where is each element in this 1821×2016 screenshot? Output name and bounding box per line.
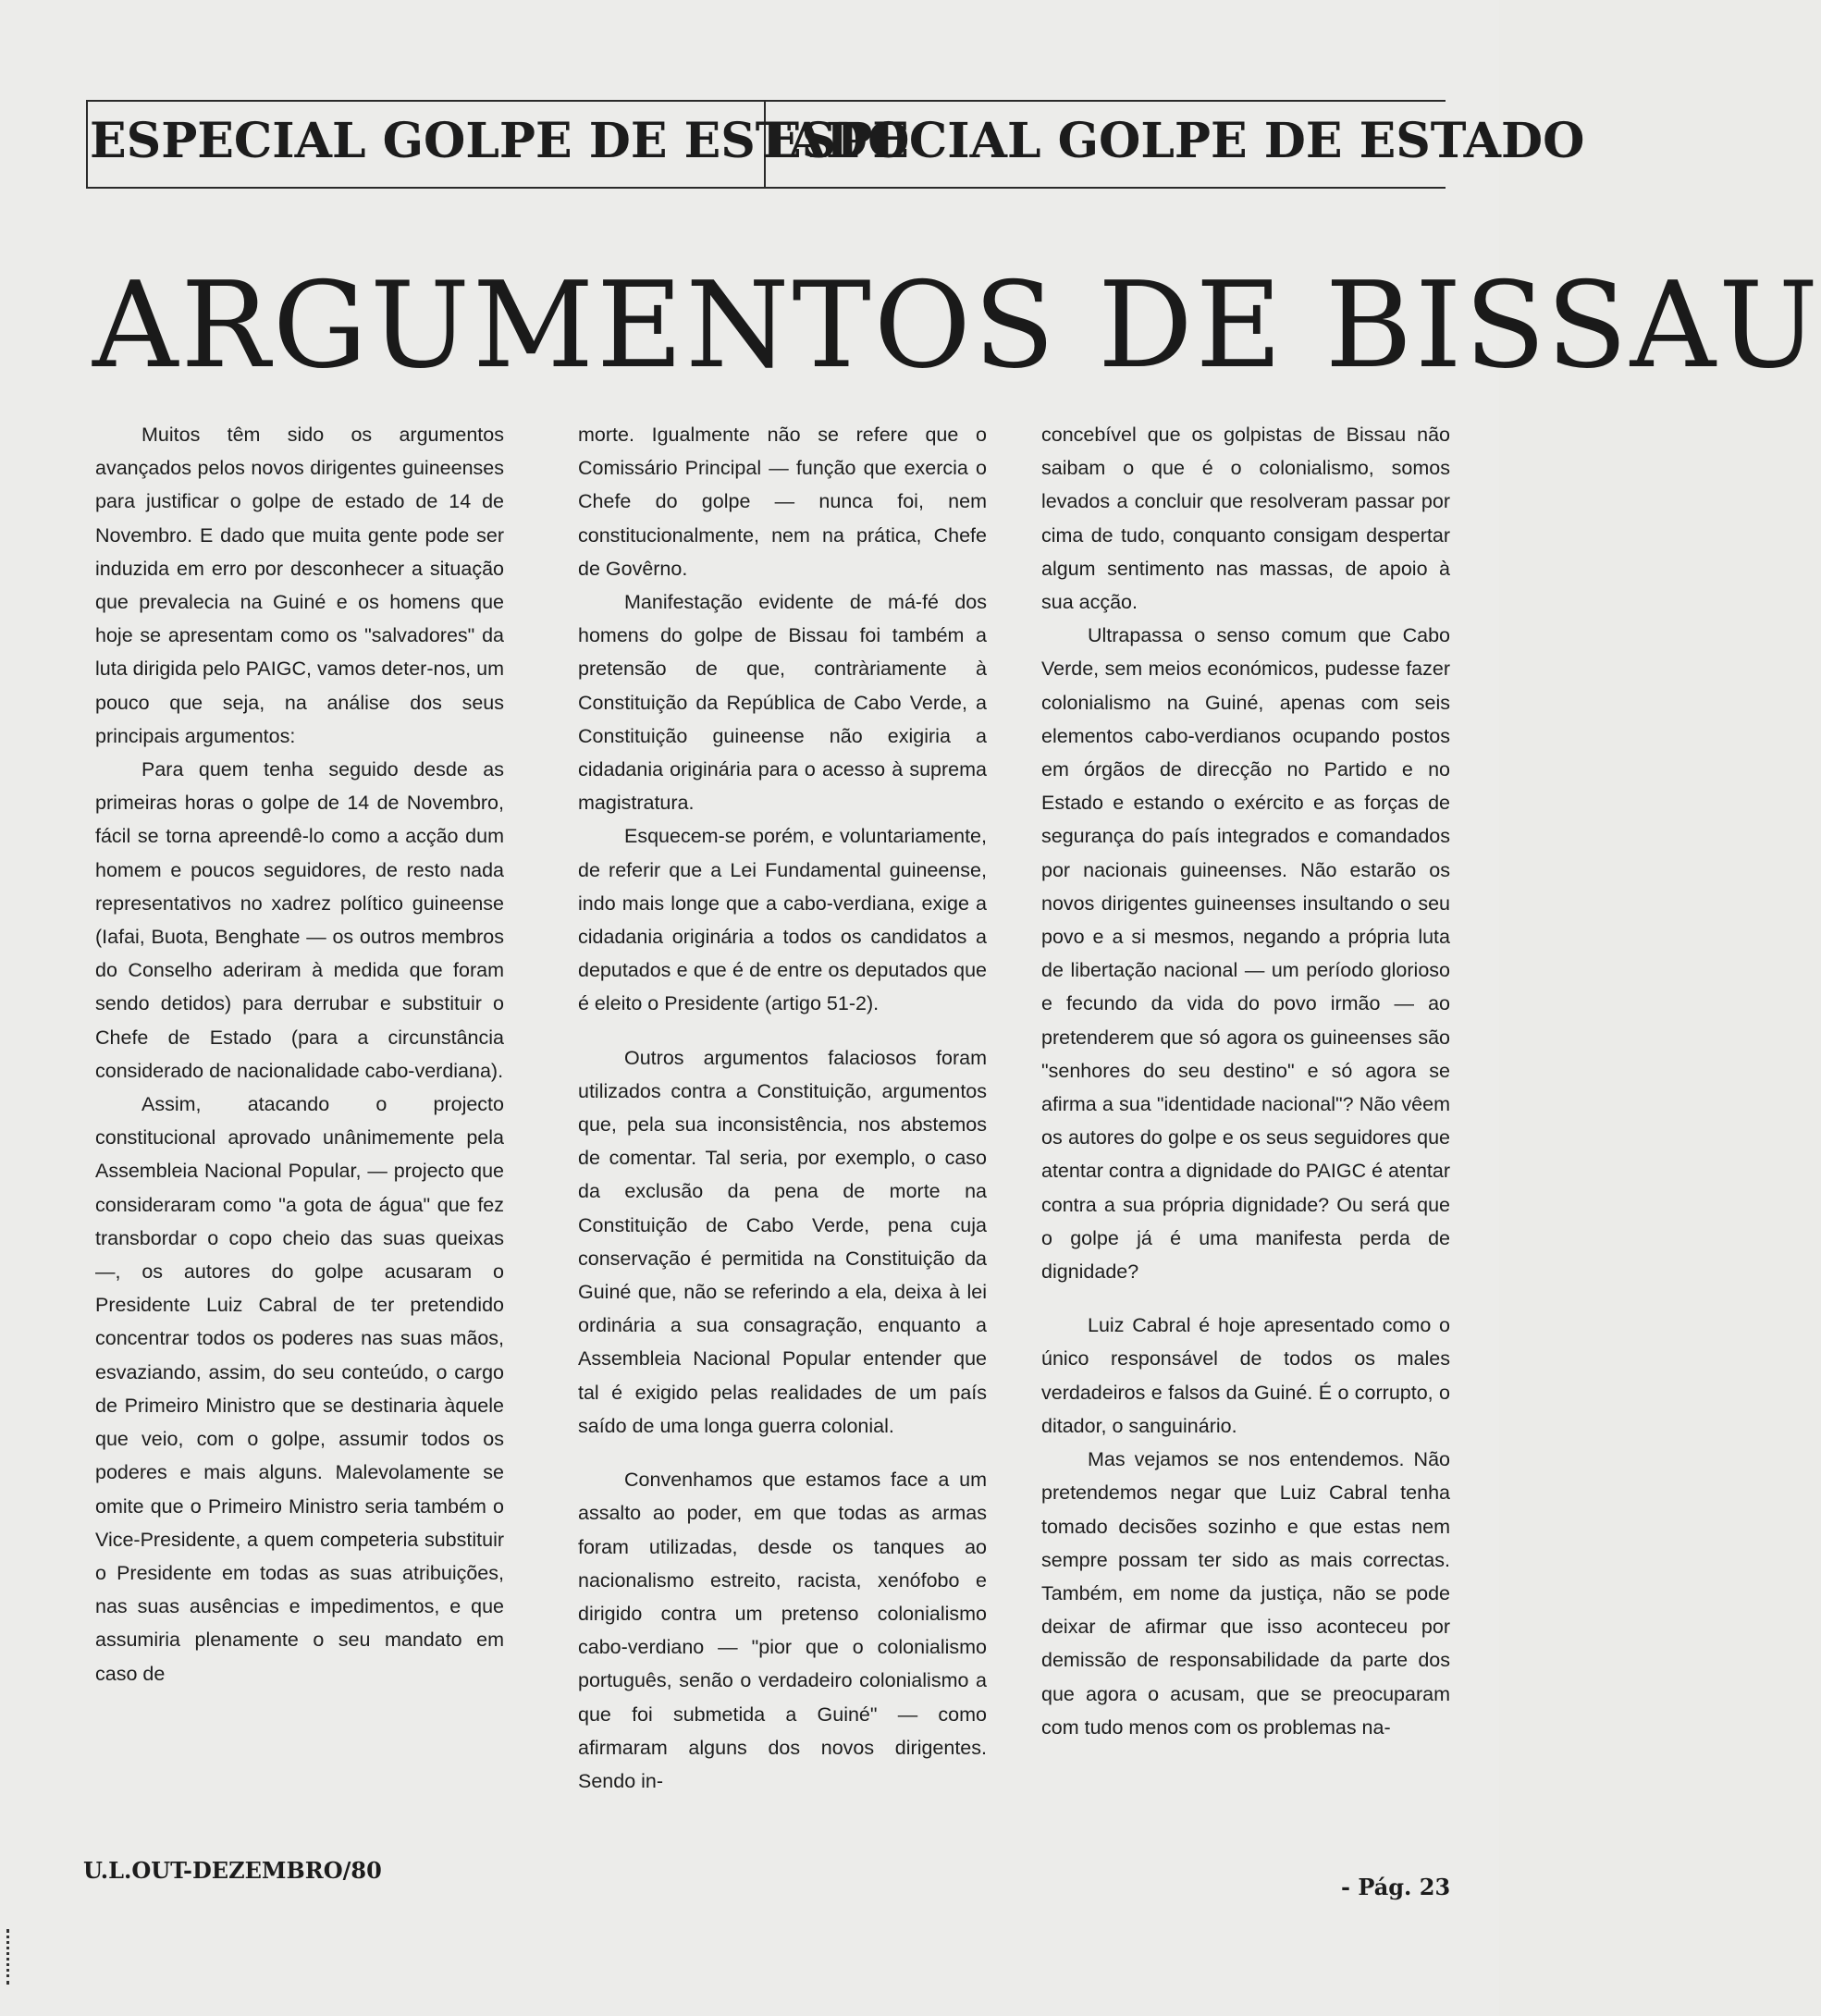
section-header-left: ESPECIAL GOLPE DE ESTADO [90,113,910,169]
paragraph: morte. Igualmente não se refere que o Comissário Principal — função que exercia o Chefe do golpe — nunca foi, nem constitucionalmente, nem na prática, Chefe de Govêrno. [578,424,987,580]
paragraph: Assim, atacando o projecto constitucional aprovado unânimemente pela Assembleia Nacional Popular, — projecto que consideraram como "a gota de água" que fez transbordar o copo cheio das suas queixas —, os autores do golpe acusaram o Presidente Luiz Cabral de ter pretendido concentrar todos os poderes nas suas mãos, esvaziando, assim, do seu conteúdo, o cargo de Primeiro Ministro que se destinaria àquele que veio, com o golpe, assumir todos os poderes e mais alguns. Malevolamente se omite que o Primeiro Ministro seria também o Vice-Presidente, a quem competeria substituir o Presidente em todas as suas atribuições, nas suas ausências e impedimentos, e que assumiria plenamente o seu mandato em caso de [95,1093,504,1685]
paragraph: Mas vejamos se nos entendemos. Não pretendemos negar que Luiz Cabral tenha tomado decisões sozinho e que estas nem sempre possam ter sido as mais correctas. Também, em nome da justiça, não se pode deixar de afirmar que isso aconteceu por demissão de responsabilidade da parte dos que agora o acusam, que se preocuparam com tudo menos com os problemas na- [1041,1448,1450,1739]
page-number: - Pág. 23 [1341,1874,1451,1900]
section-header-right: ESPECIAL GOLPE DE ESTADO [765,113,1585,169]
header-rule-bottom [86,187,1446,189]
text-column-1 [95,418,504,1690]
scan-speck-marks [6,1929,12,1985]
section-header [86,100,1585,189]
paragraph: Outros argumentos falaciosos foram utilizados contra a Constituição, argumentos que, pela sua inconsistência, nos abstemos de comentar. Tal seria, por exemplo, o caso da exclusão da pena de morte na Constituição de Cabo Verde, pena cuja conservação é permitida na Constituição da Guiné que, não se referindo a ela, deixa à lei ordinária a sua consagração, enquanto a Assembleia Nacional Popular entender que tal é exigido pelas realidades de um país saído de uma longa guerra colonial. [578,1046,987,1437]
header-rule-left [86,100,88,189]
paragraph: Ultrapassa o senso comum que Cabo Verde, sem meios económicos, pudesse fazer colonialismo na Guiné, apenas com seis elementos cabo-verdianos ocupando postos em órgãos de direcção no Partido e no Estado e estando o exército e as forças de segurança do país integrados e comandados por nacionais guineenses. Não estarão os novos dirigentes guineenses insultando o seu povo e a si mesmos, negando a própria luta de libertação nacional — um período glorioso e fecundo da vida do povo irmão — ao pretenderem que só agora os guineenses são "senhores do seu destino" e só agora se afirma a sua "identidade nacional"? Não vêem os autores do golpe e os seus seguidores que atentar contra a dignidade do PAIGC é atentar contra a sua própria dignidade? Ou será que o golpe já é uma manifesta perda de dignidade? [1041,624,1450,1284]
article-title: ARGUMENTOS DE BISSAU [92,257,1821,395]
paragraph: concebível que os golpistas de Bissau não saibam o que é o colonialismo, somos levados a concluir que resolveram passar por cima de tudo, conquanto consigam despertar algum sentimento nas massas, de apoio à sua acção. [1041,424,1450,614]
header-rule-top [86,100,1446,102]
paragraph: Muitos têm sido os argumentos avançados pelos novos dirigentes guineenses para justificar o golpe de estado de 14 de Novembro. E dado que muita gente pode ser induzida em erro por desconhecer a situação que prevalecia na Guiné e os homens que hoje se apresentam como os "salvadores" da luta dirigida pelo PAIGC, vamos deter-nos, um pouco que seja, na análise dos seus principais argumentos: [95,424,504,747]
text-column-2 [578,418,987,1798]
paragraph: Esquecem-se porém, e voluntariamente, de referir que a Lei Fundamental guineense, indo mais longe que a cabo-verdiana, exige a cidadania originária a todos os candidatos a deputados e que é de entre os deputados que é eleito o Presidente (artigo 51-2). [578,825,987,1015]
paragraph: Para quem tenha seguido desde as primeiras horas o golpe de 14 de Novembro, fácil se torna apreendê-lo como a acção dum homem e poucos seguidores, de resto nada representativos no xadrez político guineense (Iafai, Buota, Benghate — os outros membros do Conselho aderiram à medida que foram sendo detidos) para derrubar e substituir o Chefe de Estado (para a circunstância considerado de nacionalidade cabo-verdiana). [95,758,504,1082]
paragraph: Luiz Cabral é hoje apresentado como o único responsável de todos os males verdadeiros e falsos da Guiné. É o corrupto, o ditador, o sanguinário. [1041,1314,1450,1437]
paragraph: Convenhamos que estamos face a um assalto ao poder, em que todas as armas foram utilizadas, desde os tanques ao nacionalismo estreito, racista, xenófobo e dirigido contra um pretenso colonialismo cabo-verdiano — "pior que o colonialismo português, senão o verdadeiro colonialismo a que foi submetida a Guiné" — como afirmaram alguns dos novos dirigentes. Sendo in- [578,1469,987,1792]
text-column-3 [1041,418,1450,1744]
paragraph: Manifestação evidente de má-fé dos homens do golpe de Bissau foi também a pretensão de que, contràriamente à Constituição da República de Cabo Verde, a Constituição guineense não exigiria a cidadania originária para o acesso à suprema magistratura. [578,591,987,815]
publication-issue: U.L.OUT-DEZEMBRO/80 [83,1857,382,1884]
